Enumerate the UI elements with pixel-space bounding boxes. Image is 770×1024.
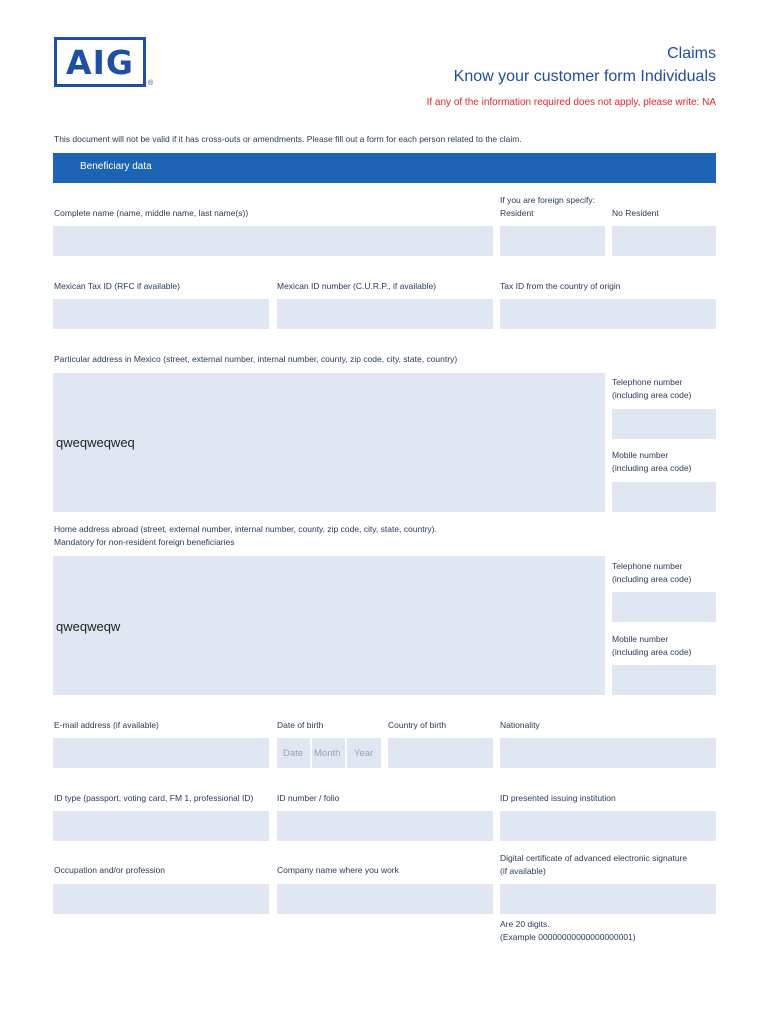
occupation-label: Occupation and/or profession <box>54 865 166 875</box>
mexican-tax-id-label: Mexican Tax ID (RFC if available) <box>54 281 180 291</box>
foreign-specify-label: If you are foreign specify: <box>500 195 595 205</box>
section-header-bar <box>53 153 716 183</box>
id-type-input[interactable] <box>53 811 269 841</box>
company-label: Company name where you work <box>277 865 399 875</box>
resident-input[interactable] <box>500 226 605 256</box>
address-mexico-value: qweqweqweq <box>56 435 135 450</box>
company-input[interactable] <box>277 884 493 914</box>
id-number-label: ID number / folio <box>277 793 340 803</box>
mexican-id-number-label: Mexican ID number (C.U.R.P., if available) <box>277 281 437 291</box>
tax-id-origin-input[interactable] <box>500 299 716 329</box>
telephone-label-line1: Telephone number <box>612 377 683 387</box>
section-title: Beneficiary data <box>80 161 152 172</box>
logo-registered-mark: ® <box>148 80 154 87</box>
date-of-birth-label: Date of birth <box>277 720 324 730</box>
nationality-input[interactable] <box>500 738 716 768</box>
telephone-label-line2: (including area code) <box>612 390 692 400</box>
occupation-input[interactable] <box>53 884 269 914</box>
address-abroad-textarea[interactable] <box>53 556 605 695</box>
telephone-abroad-input[interactable] <box>612 592 716 622</box>
mobile-abroad-label-line1: Mobile number <box>612 634 669 644</box>
complete-name-label: Complete name (name, middle name, last name(s)) <box>54 208 249 218</box>
address-mexico-textarea[interactable] <box>53 373 605 512</box>
no-resident-label: No Resident <box>612 208 659 218</box>
digital-cert-input[interactable] <box>500 884 716 914</box>
digits-note-line2: (Example 00000000000000000001) <box>500 932 636 942</box>
digital-cert-label-line1: Digital certificate of advanced electronic signature <box>500 853 688 863</box>
resident-label: Resident <box>500 208 534 218</box>
telephone-abroad-label-line2: (including area code) <box>612 574 692 584</box>
address-abroad-label-line1: Home address abroad (street, external number, internal number, county, zip code, city, state, country). <box>54 524 437 534</box>
digits-note-line1: Are 20 digits. <box>500 919 550 929</box>
nationality-label: Nationality <box>500 720 540 730</box>
mobile-label-line1: Mobile number <box>612 450 669 460</box>
na-warning: If any of the information required does not apply, please write: NA <box>426 97 716 108</box>
mexican-tax-id-input[interactable] <box>53 299 269 329</box>
no-resident-input[interactable] <box>612 226 716 256</box>
validity-notice: This document will not be valid if it has cross-outs or amendments. Please fill out a form for each person related to the claim. <box>54 134 522 144</box>
dob-day-placeholder: Date <box>283 748 304 759</box>
id-institution-label: ID presented issuing institution <box>500 793 616 803</box>
mexican-id-number-input[interactable] <box>277 299 493 329</box>
mobile-label-line2: (including area code) <box>612 463 692 473</box>
country-of-birth-input[interactable] <box>388 738 493 768</box>
aig-logo <box>54 37 146 87</box>
dob-year-placeholder: Year <box>354 748 374 759</box>
form-subtitle: Know your customer form Individuals <box>453 68 716 85</box>
dob-month-placeholder: Month <box>314 748 341 759</box>
mobile-abroad-input[interactable] <box>612 665 716 695</box>
digital-cert-label-line2: (if available) <box>500 866 546 876</box>
id-number-input[interactable] <box>277 811 493 841</box>
mobile-mexico-input[interactable] <box>612 482 716 512</box>
tax-id-origin-label: Tax ID from the country of origin <box>500 281 621 291</box>
telephone-mexico-input[interactable] <box>612 409 716 439</box>
id-institution-input[interactable] <box>500 811 716 841</box>
form-title: Claims <box>667 45 716 62</box>
mobile-abroad-label-line2: (including area code) <box>612 647 692 657</box>
telephone-abroad-label-line1: Telephone number <box>612 561 683 571</box>
logo-text: AIG <box>66 42 134 82</box>
email-label: E-mail address (if available) <box>54 720 159 730</box>
id-type-label: ID type (passport, voting card, FM 1, professional ID) <box>54 793 254 803</box>
address-abroad-label-line2: Mandatory for non-resident foreign beneficiaries <box>54 537 235 547</box>
country-of-birth-label: Country of birth <box>388 720 447 730</box>
email-input[interactable] <box>53 738 269 768</box>
complete-name-input[interactable] <box>53 226 493 256</box>
address-abroad-value: qweqweqw <box>56 619 121 634</box>
address-mexico-label: Particular address in Mexico (street, external number, internal number, county, zip code, city, state, country) <box>54 354 458 364</box>
